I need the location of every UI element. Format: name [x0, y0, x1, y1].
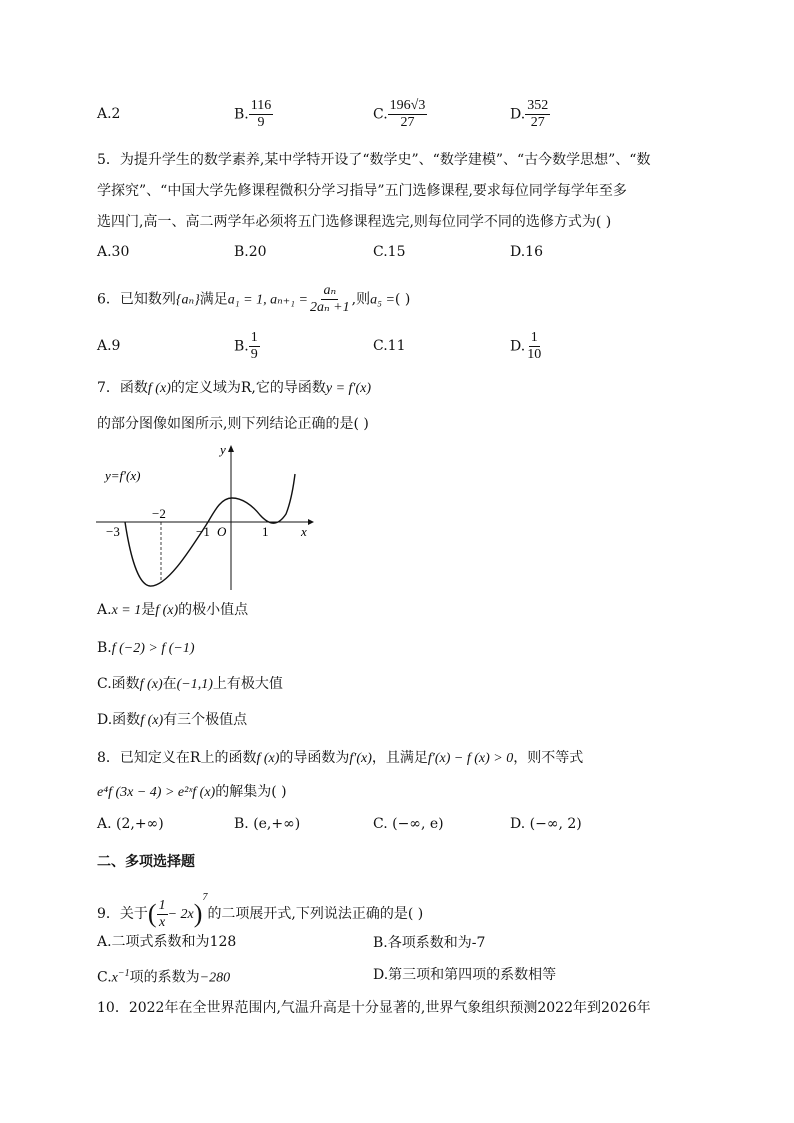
right-paren: ) [193, 899, 203, 928]
q9-text: 的二项展开式,下列说法正确的是( ) [207, 906, 424, 922]
q5-line-2: 学探究”、“中国大学先修课程微积分学习指导”五门选修课程,要求每位同学每学年至多 [97, 183, 627, 199]
q4-option-c [373, 98, 427, 131]
fraction [388, 98, 428, 131]
exponent: 7 [202, 892, 208, 903]
q8-option-a: A. (2,+∞) [97, 816, 164, 832]
q8-line-2 [97, 782, 287, 803]
fraction [525, 98, 550, 131]
q5-line-1: 5．为提升学生的数学素养,某中学特开设了“数学史”、“数学建模”、“古今数学思想”、“数 [97, 152, 651, 168]
denominator: 9 [257, 115, 265, 130]
sequence-symbol: {aₙ} [175, 292, 200, 308]
recurrence-fraction [308, 283, 352, 316]
math-expr: x [111, 970, 118, 986]
left-paren: ( [147, 899, 157, 928]
q8-text: 的导函数为 [279, 750, 350, 766]
derivative-symbol: f′(x) [349, 751, 372, 766]
tick-label: −1 [196, 524, 210, 539]
option-text: 有三个极值点 [163, 712, 248, 728]
numerator: 116 [250, 98, 272, 113]
numerator: 1 [250, 330, 258, 345]
initial-condition: a₁ = 1, aₙ₊₁ = [227, 292, 308, 308]
option-label: C. [97, 969, 112, 986]
option-label: D.函数 [97, 712, 141, 728]
function-symbol: f (x) [139, 677, 163, 692]
option-text: 是 [141, 602, 156, 618]
option-label: D. [510, 338, 526, 355]
q7-option-c [97, 674, 283, 695]
q9-text: 9．关于 [97, 906, 148, 922]
q7-option-a [97, 600, 248, 621]
q7-text: 的定义域为R,它的导函数 [170, 380, 326, 396]
q8-text: ，则不等式 [513, 750, 584, 766]
q5-option-b: B.20 [234, 244, 267, 260]
q6-option-a: A.9 [97, 338, 121, 354]
q7-stem [97, 378, 371, 399]
q7-option-b [97, 638, 195, 659]
q6-text: 6．已知数列 [97, 291, 176, 308]
inequality: e⁴f (3x − 4) > e²ˣf (x) [97, 785, 216, 800]
function-symbol: f (x) [256, 751, 280, 766]
q8-option-c: C. (−∞, e) [373, 816, 444, 832]
q6-paren: ( ) [394, 291, 411, 308]
q8-text: 8．已知定义在R上的函数 [97, 750, 257, 766]
y-axis-arrow-icon [228, 445, 234, 452]
fraction [249, 330, 260, 363]
q6-option-b [234, 330, 260, 363]
q9-option-c [97, 964, 230, 989]
option-label: A. [97, 602, 112, 618]
q9-option-a [97, 932, 236, 952]
q6-stem [97, 283, 410, 316]
option-text: 项的系数为 [129, 969, 200, 986]
q5-line-3: 选四门,高一、高二两学年必须将五门选修课程选完,则每位同学不同的选修方式为( ) [97, 214, 612, 230]
target-term: a₅ = [370, 292, 395, 308]
denominator: 27 [400, 115, 415, 130]
function-symbol: f (x) [140, 713, 164, 728]
q6-text: ,则 [351, 291, 371, 308]
x-axis-arrow-icon [308, 519, 314, 525]
x-axis-label: x [301, 524, 307, 539]
tick-label: −2 [152, 506, 166, 521]
q9-stem [97, 878, 423, 935]
q4-option-a: A.2 [97, 106, 121, 122]
option-label: D. [510, 106, 526, 123]
derivative-symbol: y = f′(x) [325, 381, 372, 396]
option-text: 的极小值点 [178, 602, 249, 618]
q8-stem [97, 748, 583, 769]
fraction [525, 330, 543, 363]
origin-label: O [217, 524, 227, 539]
option-value: −280 [199, 970, 231, 986]
option-label: B. [97, 640, 112, 656]
q4-option-b [234, 98, 273, 131]
q6-option-d [510, 330, 543, 363]
q9-option-b: B.各项系数和为-7 [373, 935, 486, 951]
q6-option-c: C.11 [373, 338, 406, 354]
option-label: B. [234, 106, 249, 123]
q7-option-d [97, 710, 247, 731]
numerator: 352 [527, 98, 549, 113]
q5-option-a: A.30 [97, 244, 130, 260]
q5-option-c: C.15 [373, 244, 406, 260]
derivative-curve [125, 474, 295, 586]
q8-text: ，且满足 [371, 750, 428, 766]
option-label: C.函数 [97, 676, 140, 692]
section-heading: 二、多项选择题 [97, 854, 195, 870]
denominator: x [158, 914, 166, 930]
math-expr: − 2x [167, 907, 194, 922]
denominator: 9 [250, 347, 258, 362]
q9-option-d: D.第三项和第四项的系数相等 [373, 967, 557, 983]
q5-option-d: D.16 [510, 244, 543, 260]
option-label: C. [373, 106, 388, 123]
denominator: 10 [527, 347, 542, 362]
math-expr: f (−2) > f (−1) [111, 641, 195, 656]
q7-text: 7．函数 [97, 380, 148, 396]
numerator: 196√3 [389, 98, 426, 113]
q8-option-b: B. (e,+∞) [234, 816, 301, 832]
option-text: A.二项式系数和为 [97, 934, 210, 950]
q10-line-1: 10．2022年在全世界范围内,气温升高是十分显著的,世界气象组织预测2022年到2026年 [97, 1000, 651, 1016]
q7-line-2: 的部分图像如图所示,则下列结论正确的是( ) [97, 416, 369, 432]
denominator: 2aₙ +1 [310, 300, 350, 315]
y-axis-label: y [220, 442, 226, 457]
numerator: aₙ [323, 283, 337, 298]
tick-label: 1 [262, 524, 269, 539]
numerator: 1 [158, 897, 166, 913]
function-symbol: f (x) [155, 603, 179, 618]
option-text: 在 [162, 676, 177, 692]
tick-label: −3 [106, 524, 120, 539]
option-value: 128 [209, 934, 237, 950]
interval: (−1,1) [176, 677, 213, 692]
function-symbol: f (x) [147, 381, 171, 396]
derivative-graph [92, 440, 322, 595]
fraction [157, 898, 168, 931]
exponent: −1 [117, 968, 130, 979]
q4-option-d [510, 98, 550, 131]
option-text: 上有极大值 [212, 676, 283, 692]
numerator: 1 [530, 330, 538, 345]
curve-label: y=f′(x) [105, 468, 141, 483]
math-expr: x = 1 [111, 603, 142, 618]
q8-option-d: D. (−∞, 2) [510, 816, 582, 832]
q8-text: 的解集为( ) [215, 784, 287, 800]
denominator: 27 [530, 115, 545, 130]
condition: f′(x) − f (x) > 0 [427, 751, 514, 766]
q6-text: 满足 [199, 291, 228, 308]
fraction [249, 98, 273, 131]
option-label: B. [234, 338, 249, 355]
